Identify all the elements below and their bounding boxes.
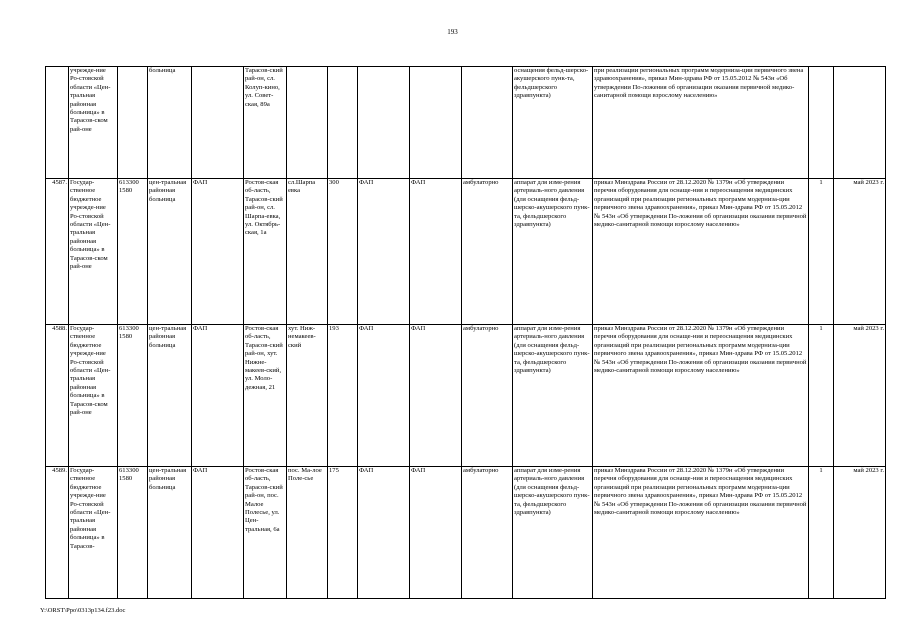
cell-organization: Государ-ственное бюджетное учрежде-ние Ро-стовской области «Цен-тральная районная больница» в Тарасов- bbox=[69, 467, 118, 599]
cell-address: Ростов-ская об-ласть, Тарасов-ский рай-он, пос. Малое Полесье, ул. Цен-тральная, 6а bbox=[244, 467, 287, 599]
cell-organization: Государ-ственное бюджетное учрежде-ние Ро-стовской области «Цен-тральная районная больница» в Тарасов-ском рай-оне bbox=[69, 325, 118, 467]
cell-number: 4589. bbox=[46, 467, 69, 599]
cell-type-planned: ФАП bbox=[410, 325, 462, 467]
cell-type-current bbox=[358, 67, 410, 179]
cell-type: ФАП bbox=[192, 179, 244, 325]
cell-organization: учрежде-ние Ро-стовской области «Цен-тральная районная больница» в Тарасов-ском рай-оне bbox=[69, 67, 118, 179]
cell-category: больница bbox=[148, 67, 192, 179]
cell-category: цен-тральная районная больница bbox=[148, 467, 192, 599]
cell-number: 4588. bbox=[46, 325, 69, 467]
cell-number: 4587. bbox=[46, 179, 69, 325]
cell-care-mode: амбулаторно bbox=[462, 179, 513, 325]
cell-population: 300 bbox=[328, 179, 358, 325]
cell-type-current: ФАП bbox=[358, 325, 410, 467]
cell-date bbox=[834, 67, 886, 179]
table-row bbox=[46, 325, 886, 467]
cell-code: 613300 1580 bbox=[118, 325, 148, 467]
cell-basis: при реализации региональных программ модерниза-ции первичного звена здравоохранения», приказ Мин-здрава РФ от 15.05.2012 № 543н «Об утверждении По-ложения об организации оказания первичной медико-санитарной помощи взрослому населению» bbox=[593, 67, 809, 179]
cell-code bbox=[118, 67, 148, 179]
cell-equipment: оснащения фельд-шерско-акушерского пунк-та, фельдшерского здравпункта) bbox=[513, 67, 593, 179]
cell-population bbox=[328, 67, 358, 179]
cell-quantity bbox=[809, 67, 834, 179]
cell-date: май 2023 г. bbox=[834, 325, 886, 467]
table-row bbox=[46, 67, 886, 179]
cell-care-mode: амбулаторно bbox=[462, 325, 513, 467]
cell-quantity: 1 bbox=[809, 467, 834, 599]
cell-type-current: ФАП bbox=[358, 179, 410, 325]
footer-file-path: Y:\ORST\Ppo\0313p134.f23.doc bbox=[40, 607, 126, 614]
cell-code: 613300 1580 bbox=[118, 467, 148, 599]
cell-type-planned: ФАП bbox=[410, 179, 462, 325]
cell-date: май 2023 г. bbox=[834, 467, 886, 599]
cell-number bbox=[46, 67, 69, 179]
cell-locality bbox=[287, 67, 328, 179]
cell-care-mode: амбулаторно bbox=[462, 467, 513, 599]
cell-type bbox=[192, 67, 244, 179]
cell-locality: хут. Ниж-немакеев-ский bbox=[287, 325, 328, 467]
cell-basis: приказ Минздрава России от 28.12.2020 № 1379н «Об утверждении перечня оборудования для оснаще-ния и переоснащения медицинских организаций при реализации региональных программ модерниза-ции первичного звена здравоохранения», приказ Мин-здрава РФ от 15.05.2012 № 543н «Об утверждении По-ложения об организации оказания первичной медико-санитарной помощи взрослому населению» bbox=[593, 179, 809, 325]
cell-type-planned bbox=[410, 67, 462, 179]
cell-type: ФАП bbox=[192, 467, 244, 599]
page-number: 193 bbox=[447, 28, 458, 36]
cell-population: 193 bbox=[328, 325, 358, 467]
cell-date: май 2023 г. bbox=[834, 179, 886, 325]
cell-quantity: 1 bbox=[809, 179, 834, 325]
cell-type-current: ФАП bbox=[358, 467, 410, 599]
cell-locality: пос. Ма-лое Поле-сье bbox=[287, 467, 328, 599]
table-row bbox=[46, 467, 886, 599]
cell-type: ФАП bbox=[192, 325, 244, 467]
cell-population: 175 bbox=[328, 467, 358, 599]
cell-category: цен-тральная районная больница bbox=[148, 325, 192, 467]
cell-equipment: аппарат для изме-рения артериаль-ного давления (для оснащения фельд-шерско-акушерского пунк-та, фельдшерского здравпункта) bbox=[513, 179, 593, 325]
cell-equipment: аппарат для изме-рения артериаль-ного давления (для оснащения фельд-шерско-акушерского пунк-та, фельдшерского здравпункта) bbox=[513, 467, 593, 599]
equipment-table bbox=[45, 66, 886, 599]
cell-type-planned: ФАП bbox=[410, 467, 462, 599]
cell-address: Ростов-ская об-ласть, Тарасов-ский рай-он, сл. Шарпа-евка, ул. Октябрь-ская, 1а bbox=[244, 179, 287, 325]
cell-category: цен-тральная районная больница bbox=[148, 179, 192, 325]
cell-equipment: аппарат для изме-рения артериаль-ного давления (для оснащения фельд-шерско-акушерского пунк-та, фельдшерского здравпункта) bbox=[513, 325, 593, 467]
cell-basis: приказ Минздрава России от 28.12.2020 № 1379н «Об утверждении перечня оборудования для оснаще-ния и переоснащения медицинских организаций при реализации региональных программ модерниза-ции первичного звена здравоохранения», приказ Мин-здрава РФ от 15.05.2012 № 543н «Об утверждении По-ложения об организации оказания первичной медико-санитарной помощи взрослому населению» bbox=[593, 325, 809, 467]
table-row bbox=[46, 179, 886, 325]
cell-quantity: 1 bbox=[809, 325, 834, 467]
cell-basis: приказ Минздрава России от 28.12.2020 № 1379н «Об утверждении перечня оборудования для оснаще-ния и переоснащения медицинских организаций при реализации региональных программ модерниза-ции первичного звена здравоохранения», приказ Мин-здрава РФ от 15.05.2012 № 543н «Об утверждении По-ложения об организации оказания первичной медико-санитарной помощи взрослому населению» bbox=[593, 467, 809, 599]
cell-address: Тарасов-ский рай-он, сл. Колуп-кино, ул. Совет-ская, 89а bbox=[244, 67, 287, 179]
cell-address: Ростов-ская об-ласть, Тарасов-ский рай-он, хут. Нижне-макеев-ский, ул. Моло-дежная, 21 bbox=[244, 325, 287, 467]
cell-code: 613300 1580 bbox=[118, 179, 148, 325]
cell-organization: Государ-ственное бюджетное учрежде-ние Ро-стовской области «Цен-тральная районная больница» в Тарасов-ском рай-оне bbox=[69, 179, 118, 325]
table-body bbox=[46, 67, 886, 599]
cell-care-mode bbox=[462, 67, 513, 179]
cell-locality: сл.Шарпа евка bbox=[287, 179, 328, 325]
